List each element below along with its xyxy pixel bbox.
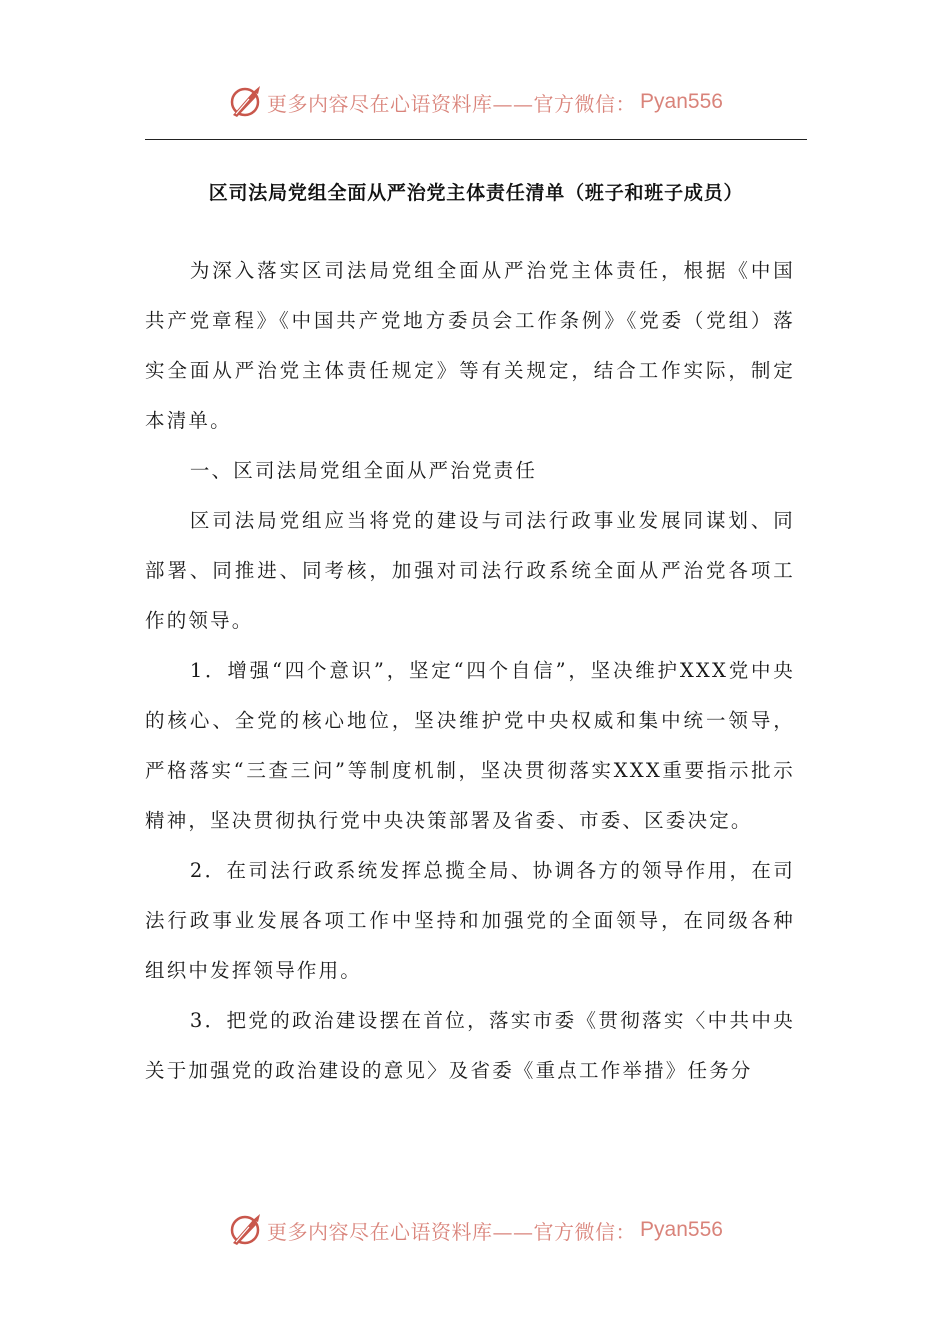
banner-slogan: 更多内容尽在心语资料库——官方微信：: [267, 1219, 637, 1244]
header-banner: [0, 80, 950, 124]
banner-slogan: 更多内容尽在心语资料库——官方微信：: [267, 91, 637, 116]
paragraph: 为深入落实区司法局党组全面从严治党主体责任，根据《中国共产党章程》《中国共产党地方委员会工作条例》《党委（党组）落实全面从严治党主体责任规定》等有关规定，结合工作实际，制定本清单。: [145, 259, 795, 432]
quill-pen-logo-icon: [227, 84, 263, 120]
paragraph: 区司法局党组应当将党的建设与司法行政事业发展同谋划、同部署、同推进、同考核，加强对司法行政系统全面从严治党各项工作的领导。: [145, 509, 795, 632]
footer-banner: [0, 1208, 950, 1252]
wechat-id: Pyan556: [640, 1218, 723, 1241]
quill-pen-logo-icon: [227, 1212, 263, 1248]
document-title: 区司法局党组全面从严治党主体责任清单（班子和班子成员）: [208, 182, 744, 204]
section-heading: 一、区司法局党组全面从严治党责任: [189, 459, 538, 482]
document-body: [145, 246, 795, 1096]
paragraph: 3．把党的政治建设摆在首位，落实市委《贯彻落实〈中共中央关于加强党的政治建设的意见〉及省委《重点工作举措》任务分: [145, 1009, 795, 1082]
paragraph: 2．在司法行政系统发挥总揽全局、协调各方的领导作用，在司法行政事业发展各项工作中坚持和加强党的全面领导，在同级各种组织中发挥领导作用。: [145, 859, 795, 982]
wechat-id: Pyan556: [640, 90, 723, 113]
paragraph: 1．增强“四个意识”，坚定“四个自信”，坚决维护XXX党中央的核心、全党的核心地位，坚决维护党中央权威和集中统一领导，严格落实“三查三问”等制度机制，坚决贯彻落实XXX重要指示批示精神，坚决贯彻执行党中央决策部署及省委、市委、区委决定。: [145, 659, 795, 832]
header-divider: [145, 139, 807, 140]
